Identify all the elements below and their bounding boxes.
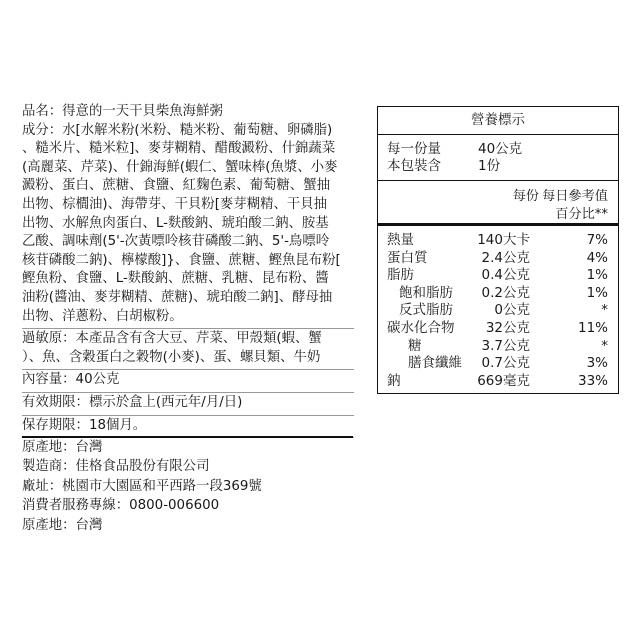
- ingredient-line: 、糙米片、糙米粒]、麥芽糊精、醋酸澱粉、什錦蔬菜: [22, 141, 336, 157]
- allergen-line: ）、魚、含穀蛋白之穀物(小麥)、蛋、螺貝類、牛奶: [22, 349, 321, 365]
- nutrient-daily-value: *: [601, 337, 608, 354]
- nutrition-panel: [377, 106, 619, 394]
- ingredient-line: 核苷磷酸二鈉)、檸檬酸]}、食鹽、蔗糖、鰹魚昆布粉[: [22, 252, 341, 268]
- nutrient-name: 飽和脂肪: [399, 284, 453, 301]
- nutrient-amount: 0.2公克: [481, 284, 530, 301]
- nutrient-amount: 3.7公克: [481, 337, 530, 354]
- nutrient-row: [378, 267, 618, 285]
- nutrient-name: 碳水化合物: [387, 319, 455, 336]
- per-serving-header: 每份: [512, 189, 539, 204]
- nutrient-row: [378, 320, 618, 338]
- shelf-life: 保存期限：18個月。: [22, 417, 147, 433]
- nutrient-name: 脂肪: [387, 267, 414, 284]
- divider: [22, 328, 354, 329]
- nutrient-amount: 32公克: [485, 319, 530, 336]
- company-origin: 原產地：台灣: [22, 517, 103, 533]
- nutrient-name: 熱量: [387, 232, 414, 248]
- nutrient-name: 蛋白質: [387, 249, 428, 266]
- consumer-hotline: 消費者服務專線：0800-006600: [22, 498, 220, 513]
- ingredients-block: [22, 103, 354, 458]
- ingredient-line: 出物、洋蔥粉、白胡椒粉。: [22, 308, 183, 324]
- nutrient-daily-value: *: [601, 302, 608, 319]
- ingredient-line: 鰹魚粉、食鹽、L-麩酸鈉、蔗糖、乳糖、昆布粉、醬: [22, 271, 329, 287]
- nutrient-daily-value: 11%: [577, 319, 608, 336]
- nutrient-row: [378, 355, 618, 373]
- nutrition-title: 營養標示: [378, 107, 618, 135]
- nutrient-amount: 0.7公克: [481, 355, 530, 372]
- nutrient-name: 糖: [408, 337, 422, 354]
- ingredient-line: 出物、水解魚肉蛋白、L-麩酸鈉、琥珀酸二鈉、胺基: [22, 215, 329, 231]
- servings-row: [378, 158, 618, 175]
- serving-size-label: 每一份量: [387, 141, 441, 157]
- nutrient-amount: 0.4公克: [481, 267, 530, 284]
- ingredient-line: (高麗菜、芹菜)、什錦海鮮(蝦仁、蟹味棒(魚漿、小麥: [22, 159, 338, 175]
- serving-size-row: [378, 141, 618, 158]
- company-block: [22, 457, 352, 535]
- factory-address: 廠址：桃園市大園區和平西路一段369號: [22, 478, 262, 494]
- ingredient-line: 品名：得意的一天干貝柴魚海鮮粥: [22, 104, 223, 119]
- ingredient-line: 澱粉、蛋白、蔗糖、食鹽、紅麴色素、葡萄糖、蟹抽: [22, 178, 330, 194]
- nutrient-row: [378, 302, 618, 320]
- nutrient-name: 反式脂肪: [399, 302, 453, 319]
- panel-thick-divider: [378, 223, 618, 232]
- serving-size-value: 40公克: [478, 141, 523, 157]
- allergen-line: 過敏原：本產品含有含大豆、芹菜、甲殼類(蝦、蟹: [22, 331, 322, 347]
- nutrient-row: [378, 338, 618, 356]
- daily-value-header-line2: 百分比**: [555, 207, 608, 222]
- ingredient-line: 乙酸、調味劑(5'-次黃嘌呤核苷磷酸二鈉、5'-鳥嘌呤: [22, 234, 330, 250]
- nutrient-row: [378, 232, 618, 250]
- section-divider: [22, 436, 353, 438]
- nutrient-name: 膳食纖維: [408, 355, 462, 372]
- ingredients-text: [22, 103, 354, 326]
- nutrient-daily-value: 7%: [586, 232, 608, 248]
- allergen-text: [22, 330, 354, 367]
- nutrient-amount: 0公克: [494, 302, 530, 319]
- ingredient-line: 成分：水[水解米粉(米粉、糙米粉、葡萄糖、卵磷脂): [22, 122, 333, 138]
- nutrient-amount: 140大卡: [477, 232, 530, 248]
- nutrient-daily-value: 1%: [586, 267, 608, 284]
- nutrient-table: [378, 232, 618, 390]
- nutrient-daily-value: 1%: [586, 284, 608, 301]
- origin: 原產地：台灣: [22, 440, 103, 456]
- servings-label: 本包裝含: [387, 158, 441, 174]
- ingredient-line: 出物、棕櫚油)、海帶芽、干貝粉[麥芽糊精、干貝抽: [22, 196, 328, 212]
- divider: [22, 369, 354, 370]
- nutrient-row: [378, 285, 618, 303]
- manufacturer: 製造商：佳格食品股份有限公司: [22, 459, 210, 474]
- column-header: [378, 181, 618, 223]
- divider: [22, 415, 354, 416]
- nutrient-amount: 669毫克: [477, 372, 530, 389]
- nutrient-name: 鈉: [387, 372, 401, 389]
- nutrient-daily-value: 3%: [586, 355, 608, 372]
- daily-value-header: 每日參考值: [542, 189, 608, 204]
- nutrient-row: [378, 250, 618, 268]
- ingredient-line: 油粉(醬油、麥芽糊精、蔗糖)、琥珀酸二鈉]、酵母抽: [22, 289, 333, 305]
- servings-value: 1份: [478, 158, 501, 174]
- nutrient-amount: 2.4公克: [481, 249, 530, 266]
- nutrient-daily-value: 4%: [586, 249, 608, 266]
- expiry-date: 有效期限：標示於盒上(西元年/月/日): [22, 394, 243, 410]
- divider: [22, 392, 354, 393]
- net-content: 內容量：40公克: [22, 372, 120, 388]
- nutrient-daily-value: 33%: [577, 372, 608, 389]
- nutrient-row: [378, 373, 618, 391]
